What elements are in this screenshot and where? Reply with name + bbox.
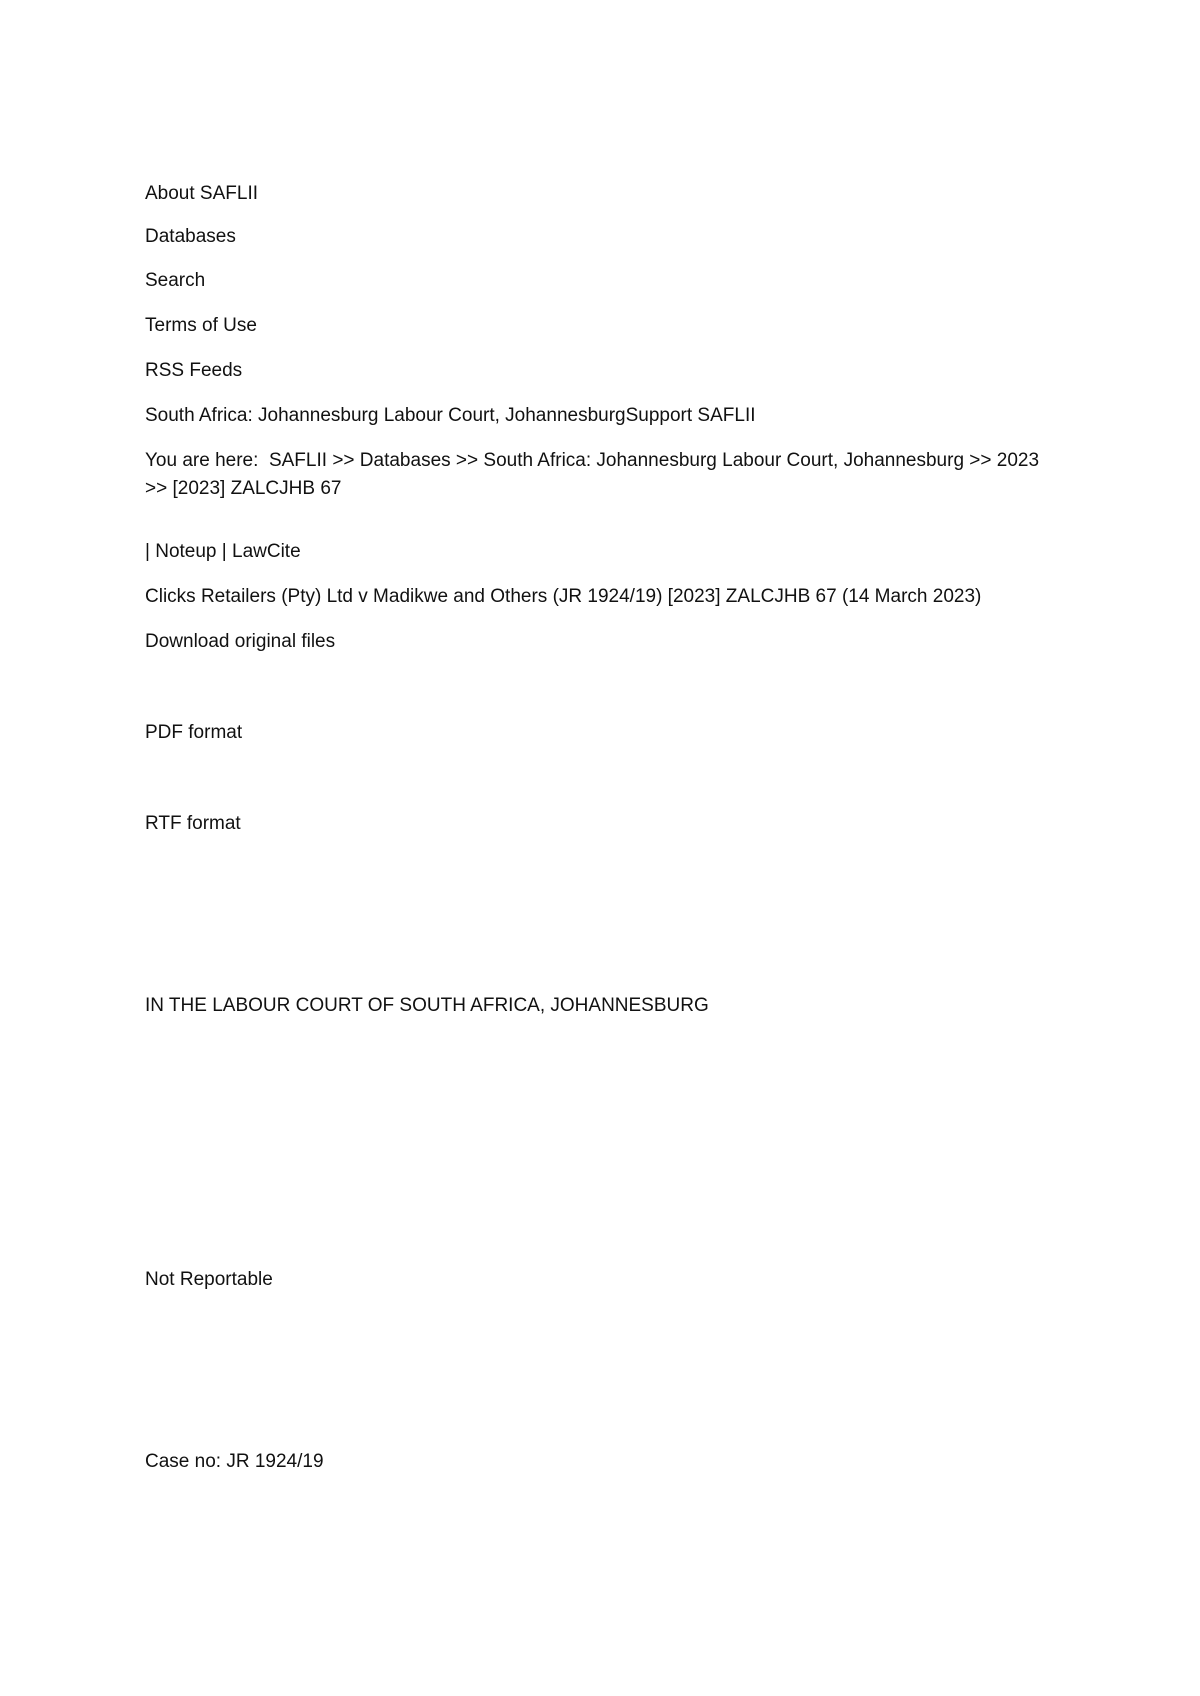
breadcrumb-databases-link[interactable]: Databases xyxy=(359,450,451,471)
pdf-format-label[interactable]: PDF format xyxy=(145,722,243,743)
rtf-download-link[interactable] xyxy=(145,810,1045,838)
pdf-download-link[interactable] xyxy=(145,719,1045,747)
about-saflii-label[interactable]: About SAFLII xyxy=(145,183,259,204)
nav-terms-link[interactable] xyxy=(145,312,1045,340)
reportable-status-text: Not Reportable xyxy=(145,1269,273,1290)
nav-rss-link[interactable] xyxy=(145,357,1045,385)
breadcrumb-separator: >> xyxy=(332,450,355,471)
tools-bar xyxy=(145,538,1045,566)
rss-feeds-label[interactable]: RSS Feeds xyxy=(145,360,243,381)
case-title-text: Clicks Retailers (Pty) Ltd v Madikwe and Others (JR 1924/19) [2023] ZALCJHB 67 (14 March 2023) xyxy=(145,586,982,607)
breadcrumb-separator: >> xyxy=(969,450,992,471)
search-label[interactable]: Search xyxy=(145,270,206,291)
case-number xyxy=(145,1448,1045,1476)
nav-databases-link[interactable] xyxy=(145,223,1045,251)
breadcrumb-court-link[interactable]: South Africa: Johannesburg Labour Court, Johannesburg xyxy=(483,450,965,471)
download-heading xyxy=(145,628,1045,656)
noteup-link[interactable]: Noteup xyxy=(155,541,217,562)
breadcrumb-saflii-link[interactable]: SAFLII xyxy=(268,450,328,471)
support-saflii-link[interactable]: Support SAFLII xyxy=(625,405,756,426)
case-number-text: Case no: JR 1924/19 xyxy=(145,1451,324,1472)
court-heading-text: IN THE LABOUR COURT OF SOUTH AFRICA, JOHANNESBURG xyxy=(145,995,709,1016)
rtf-format-label[interactable]: RTF format xyxy=(145,813,241,834)
breadcrumb-separator: >> xyxy=(455,450,479,471)
breadcrumb-prefix: You are here: xyxy=(145,450,259,471)
court-support-line xyxy=(145,402,1045,430)
reportable-status xyxy=(145,1266,1045,1294)
breadcrumb-citation: [2023] ZALCJHB 67 xyxy=(172,477,342,499)
terms-of-use-label[interactable]: Terms of Use xyxy=(145,315,257,336)
court-name-link[interactable]: South Africa: Johannesburg Labour Court, Johannesburg xyxy=(145,405,626,426)
breadcrumb xyxy=(145,447,1045,502)
breadcrumb-year-link[interactable]: 2023 xyxy=(996,450,1040,471)
tools-divider: | xyxy=(221,541,227,562)
databases-label[interactable]: Databases xyxy=(145,226,236,247)
nav-search-link[interactable] xyxy=(145,267,1045,295)
lawcite-link[interactable]: LawCite xyxy=(232,541,301,562)
case-title xyxy=(145,583,1045,611)
court-heading xyxy=(145,992,1045,1020)
download-heading-text: Download original files xyxy=(145,631,336,652)
nav-about-link[interactable] xyxy=(145,180,1045,208)
tools-divider: | xyxy=(145,541,150,562)
breadcrumb-separator: >> xyxy=(145,477,168,499)
